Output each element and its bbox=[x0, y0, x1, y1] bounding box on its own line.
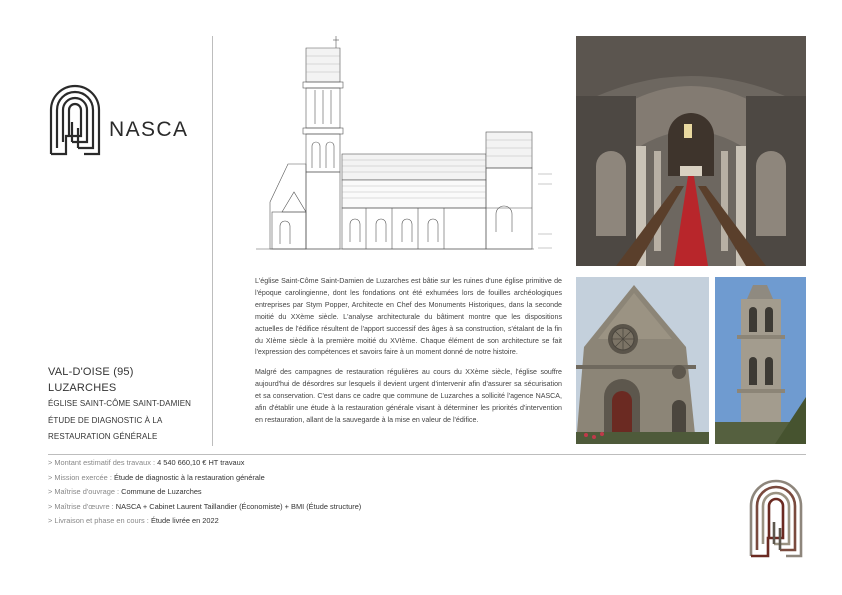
description-paragraph-2: Malgré des campagnes de restauration régulières au cours du XXème siècle, l'église souffre aujourd'hui de désordres sur lesquels il devient urgent d'intervenir afin d'assurer sa sécurisation et sa conservation. C'est dans ce cadre que commune de Luzarches a sollicité l'agence NASCA, afin d'établir une étude à la restauration générale visant à déterminer les priorités d'intervention en restauration, allant de la sauvegarde à la mise en valeur de l'édifice. bbox=[255, 368, 562, 424]
description-paragraph-1: L'église Saint-Côme Saint-Damien de Luzarches est bâtie sur les ruines d'une église primitive de l'époque carolingienne, dont les fondations ont été exhumées lors de fouilles archéologiques entreprises par Stym Popper, Architecte en Chef des Monuments Historiques, dans la seconde moitié du XXème siècle. L'analyse architecturale du bâtiment montre que les dispositions actuelles de l'édifice résultent de l'apport successif des âges à sa construction, s'étalant de la fin du XIème siècle à la première moitié du XVIème. Chaque élément de son architecture se fait l'expression des compétences et savoirs faire à un moment donné de notre histoire. bbox=[255, 277, 562, 357]
info-client bbox=[48, 485, 548, 500]
info-value: 4 540 660,10 € HT travaux bbox=[157, 458, 245, 467]
info-label: > Maîtrise d'œuvre : bbox=[48, 501, 114, 511]
nasca-arch-logo-icon bbox=[48, 82, 104, 156]
horizontal-divider bbox=[48, 454, 806, 455]
info-label: > Livraison et phase en cours : bbox=[48, 516, 149, 525]
info-mission bbox=[48, 471, 548, 486]
brand-name: NASCA bbox=[109, 118, 189, 141]
project-study-line1: ÉTUDE DE DIAGNOSTIC À LA bbox=[48, 415, 163, 425]
info-contractor bbox=[48, 500, 548, 515]
interior-nave-photo bbox=[576, 36, 806, 266]
project-city: LUZARCHES bbox=[48, 382, 117, 394]
info-label: > Mission exercée : bbox=[48, 472, 112, 482]
info-delivery bbox=[48, 514, 548, 529]
church-elevation-drawing bbox=[252, 34, 567, 264]
project-title-block bbox=[48, 364, 208, 446]
project-info-list bbox=[48, 456, 548, 529]
nasca-emblem-icon bbox=[748, 478, 804, 558]
west-facade-photo bbox=[576, 277, 709, 444]
info-value: NASCA + Cabinet Laurent Taillandier (Économiste) + BMI (Étude structure) bbox=[115, 501, 362, 511]
info-value: Étude de diagnostic à la restauration générale bbox=[113, 472, 265, 482]
info-label: > Maîtrise d'ouvrage : bbox=[48, 487, 120, 496]
info-value: Étude livrée en 2022 bbox=[150, 516, 219, 525]
info-value: Commune de Luzarches bbox=[121, 487, 202, 496]
info-budget bbox=[48, 456, 548, 471]
bell-tower-photo bbox=[715, 277, 806, 444]
info-label: > Montant estimatif des travaux : bbox=[48, 458, 156, 467]
project-study-line2: RESTAURATION GÉNÉRALE bbox=[48, 432, 158, 441]
project-description bbox=[255, 276, 562, 435]
project-church: ÉGLISE SAINT-CÔME SAINT-DAMIEN bbox=[48, 399, 192, 408]
vertical-divider bbox=[212, 36, 213, 446]
project-department: VAL-D'OISE (95) bbox=[48, 366, 134, 378]
